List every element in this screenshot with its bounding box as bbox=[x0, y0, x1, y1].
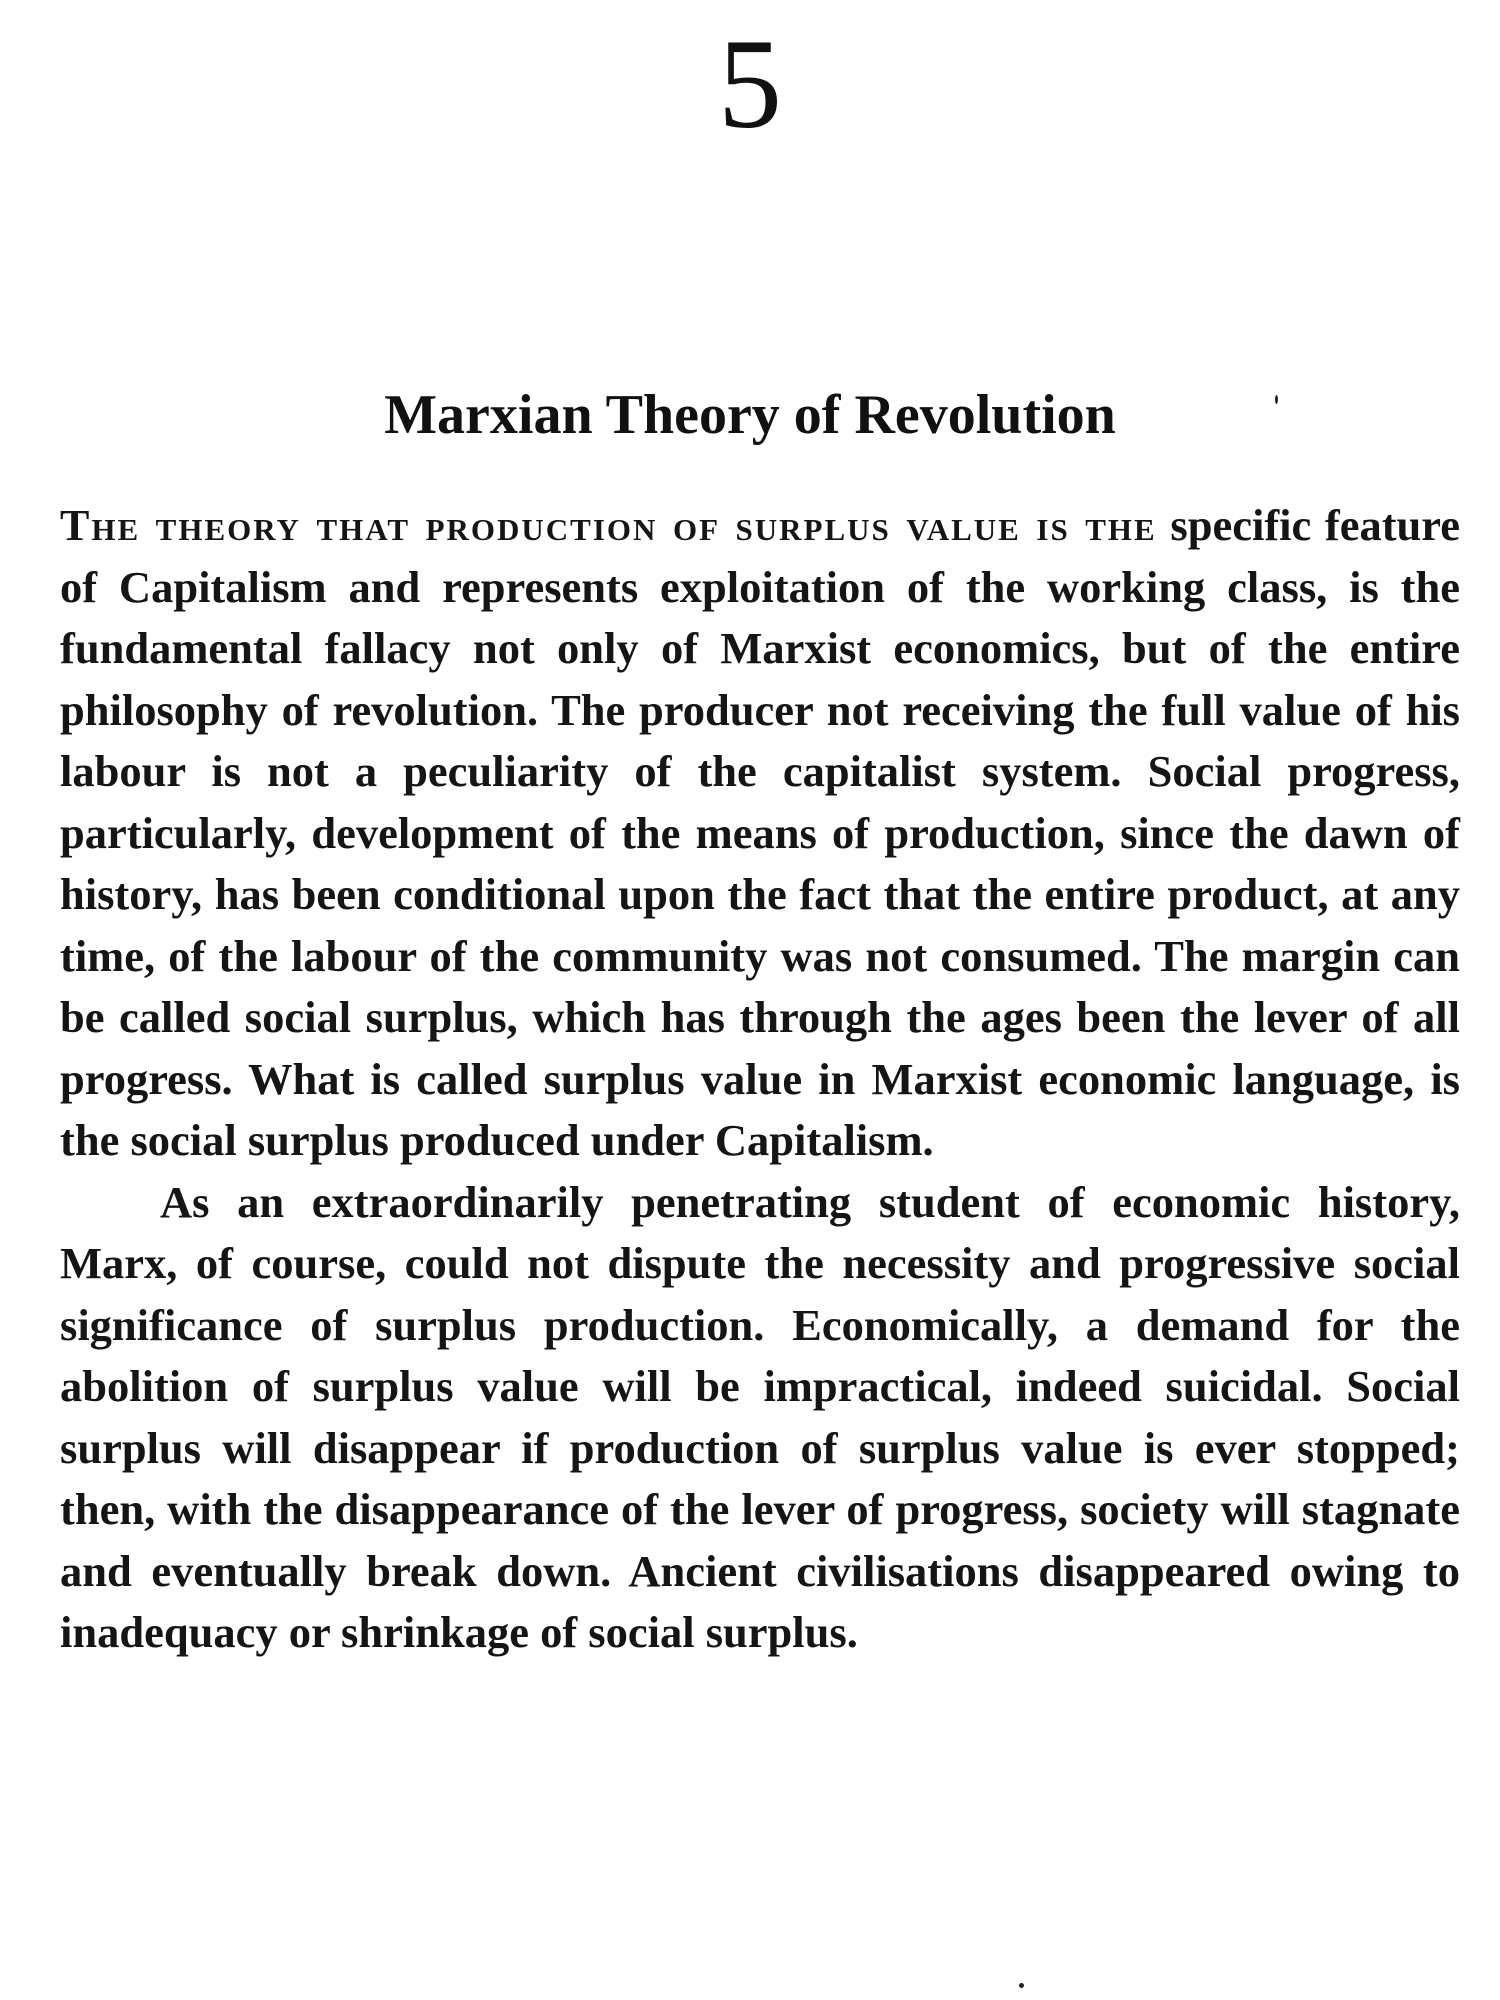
chapter-number: 5 bbox=[718, 13, 782, 155]
paragraph-1-text: specific feature of Capitalism and represents exploitation of the working class, is the fundamental fallacy not only of Marxist economics, but of the entire philosophy of revolution. The producer not receiving the full value of his labour is not a peculiarity of the capitalist system. Social progress, particularly, development of the means of production, since the dawn of history, has been conditional upon the fact that the entire product, at any time, of the labour of the community was not consumed. The margin can be called social surplus, which has through the ages been the lever of all progress. What is called surplus value in Marxist economic language, is the social surplus produced under Capitalism. bbox=[60, 500, 1461, 1165]
paragraph-1-lead: The theory that production of surplus value is the bbox=[60, 501, 1157, 550]
paragraph-1 bbox=[60, 495, 1460, 1172]
paragraph-2: As an extraordinarily penetrating student of economic history, Marx, of course, could not dispute the necessity and progressive social significance of surplus production. Economically, a demand for the abolition of surplus value will be impractical, indeed suicidal. Social surplus will disappear if production of surplus value is ever stopped; then, with the disappearance of the lever of progress, society will stagnate and eventually break down. Ancient civilisations disappeared owing to inadequacy or shrinkage of social surplus. bbox=[60, 1176, 1460, 1657]
chapter-body bbox=[60, 495, 1460, 1664]
chapter-title: Marxian Theory of Revolution bbox=[384, 384, 1116, 446]
scan-speck bbox=[1019, 1983, 1024, 1988]
scan-speck bbox=[1275, 395, 1278, 404]
